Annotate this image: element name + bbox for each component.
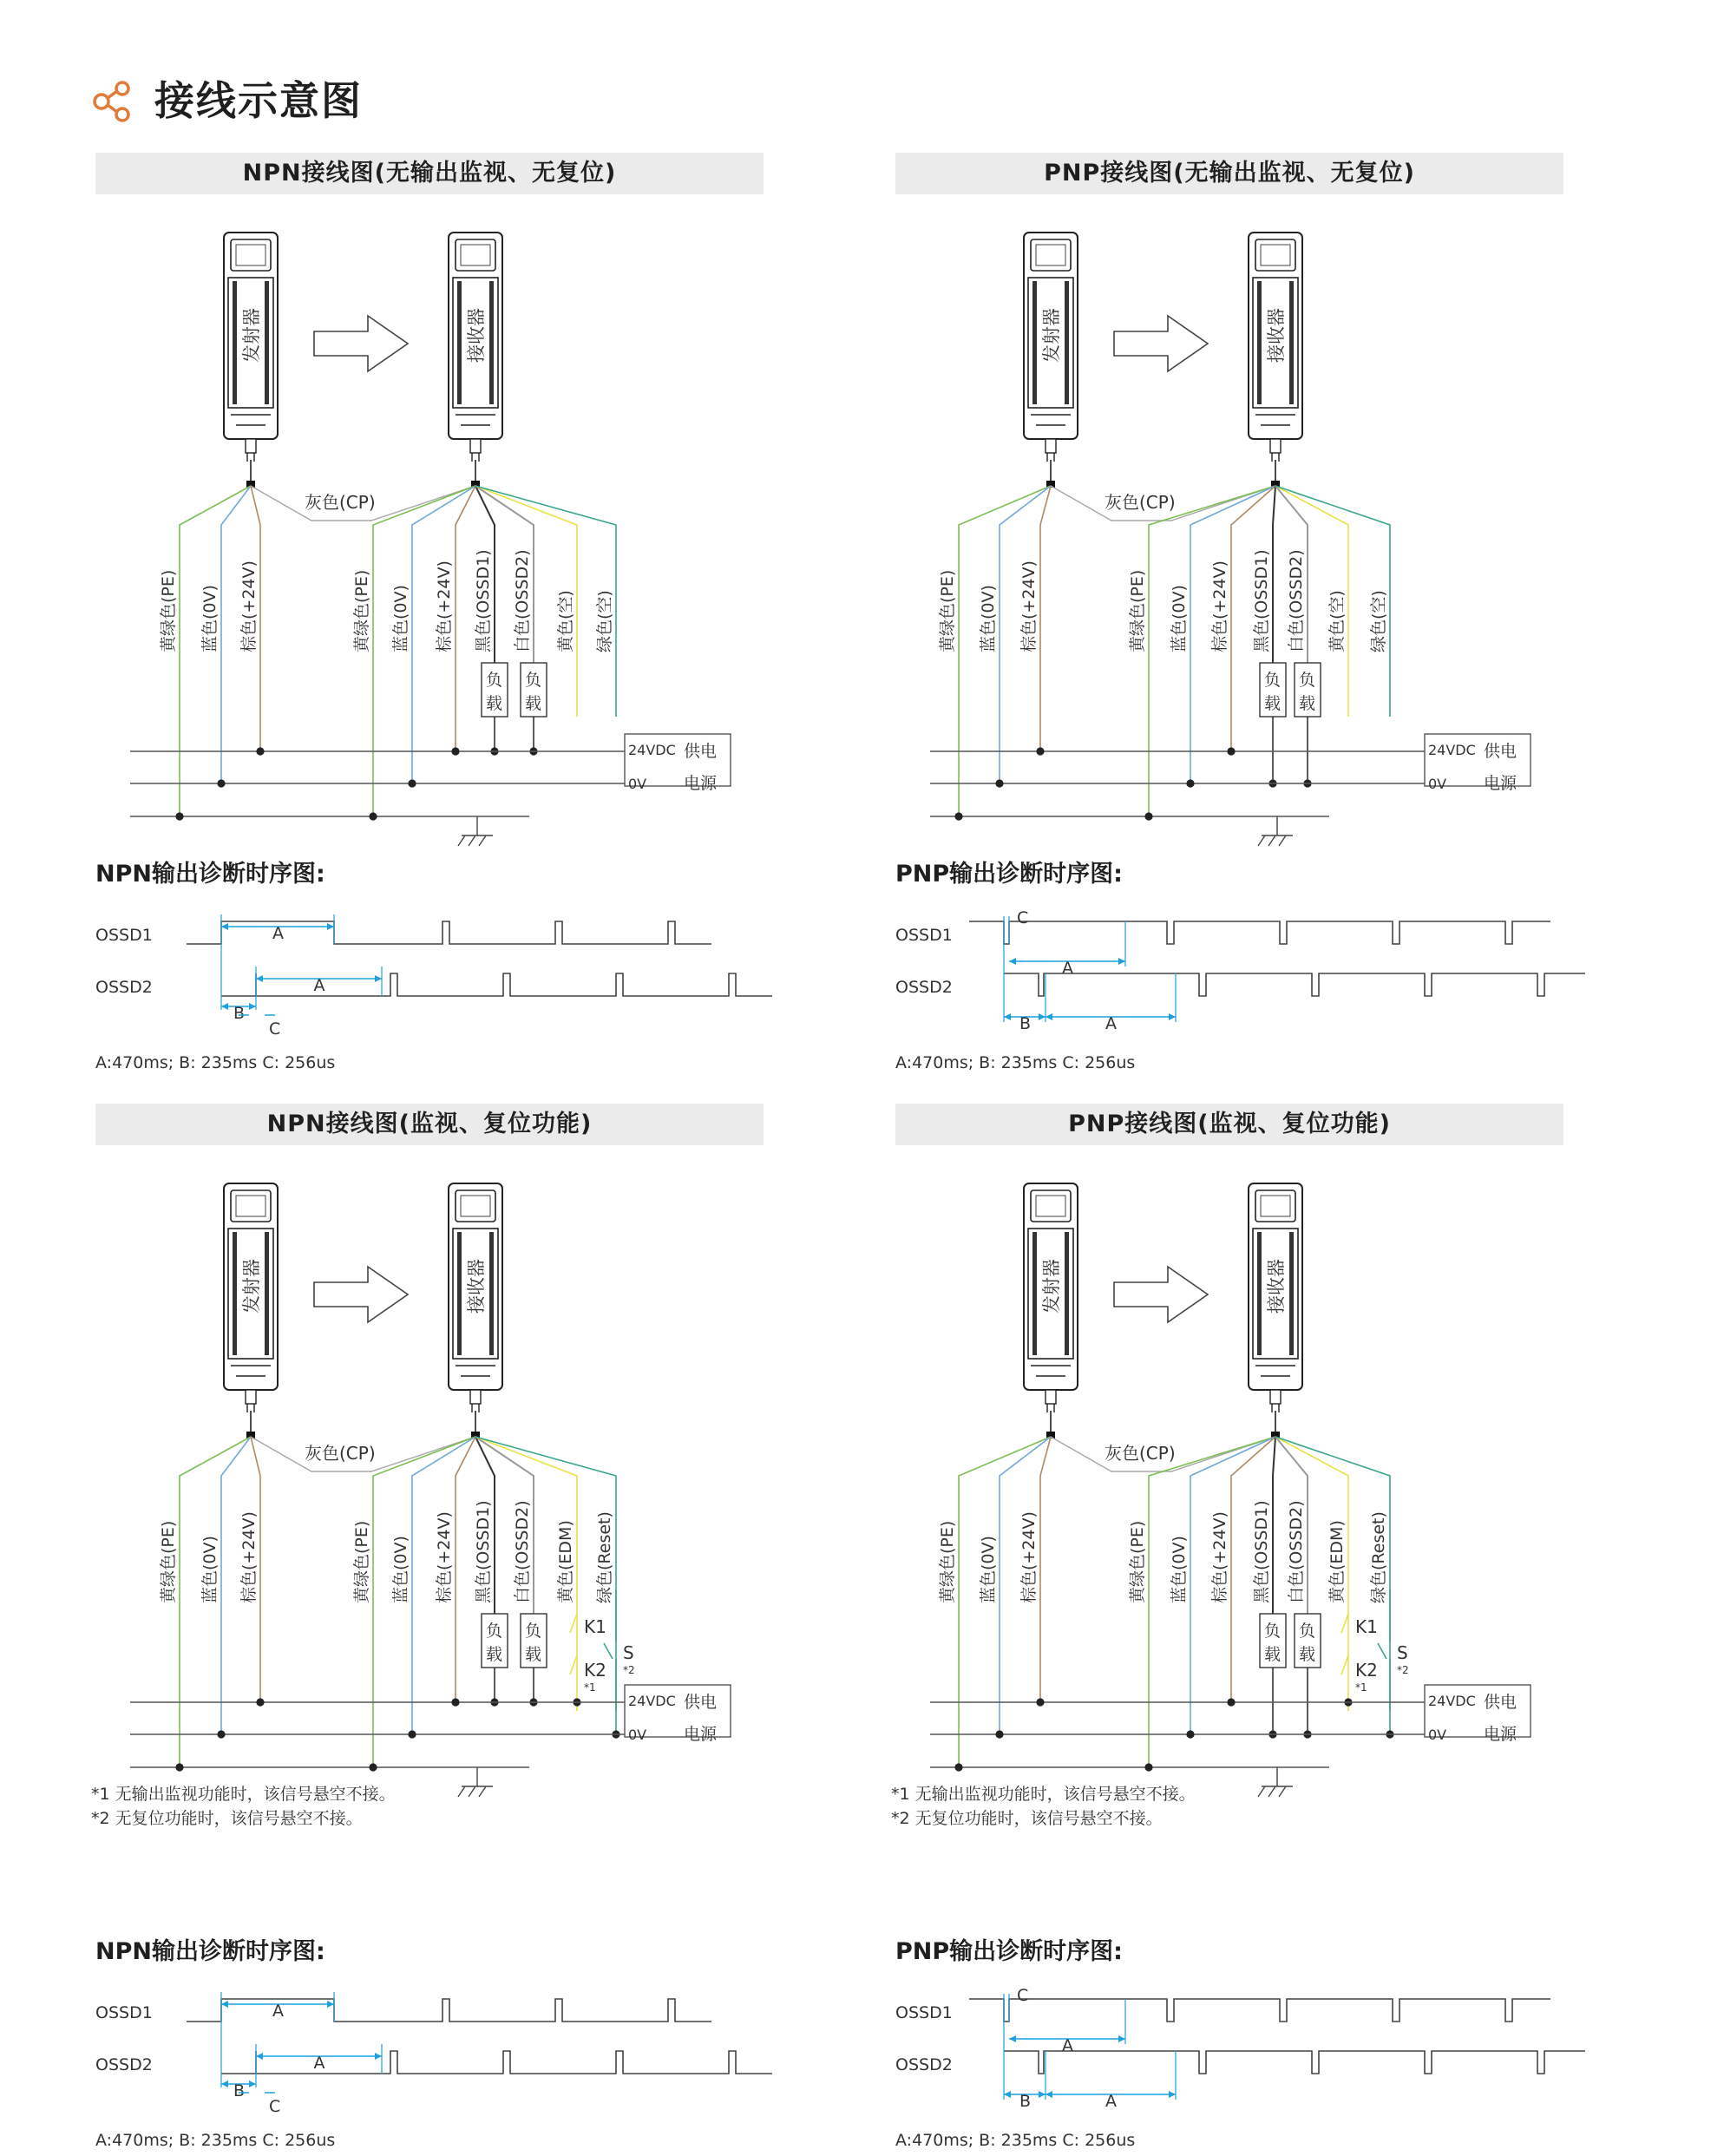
dim-a1-label: A: [1062, 959, 1073, 978]
receiver-wire: [373, 486, 475, 816]
dim-a1-label: A: [272, 924, 284, 943]
emitter-device: [224, 1183, 278, 1438]
psu-0v-label: 0V: [1428, 1727, 1447, 1743]
footnote-1: *1 无输出监视功能时，该信号悬空不接。: [891, 1785, 1196, 1804]
cp-wire-label: 灰色(CP): [305, 1443, 376, 1464]
wire-label: 蓝色(0V): [1170, 1536, 1189, 1603]
junction-dot: [954, 1763, 962, 1771]
load-label: 负: [1264, 671, 1282, 690]
device-label: 发射器: [1041, 1259, 1062, 1314]
ossd2-label: OSSD2: [895, 978, 953, 997]
wire-label: 黄色(EDM): [556, 1520, 575, 1603]
panel-header: PNP接线图(监视、复位功能): [895, 1104, 1563, 1145]
psu-0v-label: 0V: [628, 776, 647, 792]
emitter-device: [224, 233, 278, 488]
receiver-device: [449, 233, 502, 488]
psu-24v-label: 24VDC: [1428, 1693, 1476, 1709]
footnotes-pnp: [891, 1782, 1196, 1831]
timing-note: A:470ms; B: 235ms C: 256us: [95, 2131, 336, 2150]
wire-label: 黄绿色(PE): [1128, 569, 1147, 652]
junction-dot: [1186, 1730, 1194, 1738]
right-arrow-icon: [1114, 316, 1208, 371]
wire-label: 白色(OSSD2): [513, 549, 532, 652]
timing-note: A:470ms; B: 235ms C: 256us: [95, 1053, 336, 1072]
wire-label: 黑色(OSSD1): [1252, 549, 1271, 652]
timing-annotations: [1004, 908, 1176, 1033]
wire-label: 蓝色(0V): [1170, 585, 1189, 652]
wire-label: 黄绿色(PE): [159, 569, 178, 652]
panel-npn-basic: [91, 153, 924, 1124]
panel-header: NPN接线图(监视、复位功能): [95, 1104, 764, 1145]
dim-b-label: B: [233, 2081, 246, 2100]
load-box: [521, 1614, 547, 1702]
dim-a1-label: A: [1062, 2036, 1073, 2055]
junction-dot: [1144, 1763, 1152, 1771]
load-box: [1295, 1614, 1321, 1734]
emitter-device: [1024, 1183, 1078, 1438]
wire-label: 黑色(OSSD1): [474, 549, 493, 652]
cp-wire-label: 灰色(CP): [305, 492, 376, 513]
junction-dot: [408, 779, 416, 787]
junction-dot: [256, 747, 264, 755]
dim-a2-label: A: [1105, 1014, 1117, 1033]
load-label: 载: [525, 694, 542, 713]
receiver-device: [1249, 1183, 1302, 1438]
wire-label: 黄色(EDM): [1327, 1520, 1347, 1603]
footnotes-npn: [91, 1782, 396, 1831]
junction-dot: [175, 1763, 183, 1771]
wire-label: 白色(OSSD2): [1287, 549, 1306, 652]
timing-title: NPN输出诊断时序图:: [95, 1938, 325, 1965]
ossd1-label: OSSD1: [895, 2003, 953, 2022]
ossd2-waveform: [221, 973, 772, 996]
junction-dot: [451, 747, 459, 755]
dim-b-label: B: [1019, 1014, 1032, 1033]
power-supply-box: [625, 1685, 731, 1744]
right-arrow-icon: [1114, 1267, 1208, 1322]
wire-label: 棕色(+24V): [435, 560, 454, 652]
wire-label: 蓝色(0V): [391, 1536, 410, 1603]
ossd1-label: OSSD1: [95, 2003, 153, 2022]
wire-label: 黄色(空): [556, 590, 575, 652]
load-label: 载: [1299, 1645, 1316, 1664]
note2-mark: *2: [1397, 1664, 1409, 1676]
junction-dot: [175, 812, 183, 820]
wire-label: 蓝色(0V): [979, 585, 998, 652]
load-box: [521, 663, 547, 751]
ossd2-label: OSSD2: [95, 2055, 153, 2074]
device-label: 发射器: [241, 308, 262, 363]
psu-label: 电源: [1484, 1725, 1518, 1744]
junction-dot: [1227, 747, 1235, 755]
wire-label: 绿色(Reset): [1369, 1511, 1388, 1603]
psu-label: 电源: [684, 774, 718, 793]
psu-label: 电源: [1484, 774, 1518, 793]
timing-annotations: [221, 914, 382, 1039]
wire-label: 黄绿色(PE): [352, 569, 371, 652]
emitter-wire: [1040, 486, 1051, 751]
wire-label: 棕色(+24V): [239, 560, 259, 652]
wire-label: 蓝色(0V): [979, 1536, 998, 1603]
load-label: 载: [1264, 694, 1282, 713]
panel-npn-full: [91, 1104, 924, 2150]
wire-label: 蓝色(0V): [391, 585, 410, 652]
share-icon: [91, 80, 134, 123]
device-label: 接收器: [1266, 1259, 1287, 1314]
device-label: 接收器: [1266, 308, 1287, 363]
ground-icon: [1258, 816, 1293, 846]
dim-b-label: B: [1019, 2092, 1032, 2111]
wire-label: 绿色(空): [595, 590, 614, 652]
note1-mark: *1: [584, 1681, 596, 1694]
load-label: 载: [1264, 1645, 1282, 1664]
psu-0v-label: 0V: [1428, 776, 1447, 792]
footnote-2: *2 无复位功能时，该信号悬空不接。: [891, 1809, 1163, 1828]
timing-note: A:470ms; B: 235ms C: 256us: [895, 1053, 1136, 1072]
ossd1-waveform: [969, 921, 1550, 944]
load-label: 负: [1299, 671, 1316, 690]
wire-label: 绿色(Reset): [595, 1511, 614, 1603]
wire-label: 蓝色(0V): [200, 1536, 220, 1603]
panel-diagram: [891, 1104, 1724, 2150]
receiver-device: [1249, 233, 1302, 488]
timing-diagram: [895, 1937, 1585, 2150]
junction-dot: [256, 1698, 264, 1706]
emitter-device: [1024, 233, 1078, 488]
receiver-device: [449, 1183, 502, 1438]
psu-24v-label: 24VDC: [628, 742, 676, 758]
psu-label: 供电: [684, 1693, 718, 1712]
power-supply-box: [625, 734, 731, 793]
timing-title: NPN输出诊断时序图:: [95, 861, 325, 888]
device-label: 接收器: [466, 308, 487, 363]
junction-dot: [1036, 747, 1044, 755]
junction-dot: [1186, 779, 1194, 787]
timing-note: A:470ms; B: 235ms C: 256us: [895, 2131, 1136, 2150]
wire-label: 黄绿色(PE): [352, 1520, 371, 1603]
load-label: 负: [1299, 1622, 1316, 1641]
wire-label: 绿色(空): [1369, 590, 1388, 652]
power-supply-box: [1425, 1685, 1531, 1744]
dim-c-label: C: [269, 2097, 281, 2116]
page-title-row: [91, 73, 612, 128]
ossd1-waveform: [969, 1999, 1550, 2022]
wire-label: 棕色(+24V): [1210, 560, 1229, 652]
ossd2-label: OSSD2: [95, 978, 153, 997]
dim-c-label: C: [1017, 1986, 1029, 2005]
k2-label: K2: [584, 1660, 606, 1681]
wire-label: 白色(OSSD2): [513, 1500, 532, 1603]
s-label: S: [1397, 1642, 1408, 1663]
ground-icon: [458, 1767, 493, 1797]
device-label: 接收器: [466, 1259, 487, 1314]
junction-dot: [217, 1730, 225, 1738]
timing-diagram: [95, 860, 772, 1072]
wire-label: 棕色(+24V): [239, 1511, 259, 1603]
ossd1-label: OSSD1: [95, 926, 153, 945]
wire-label: 棕色(+24V): [435, 1511, 454, 1603]
panel-pnp-basic: [891, 153, 1724, 1124]
load-label: 负: [486, 671, 503, 690]
junction-dot: [451, 1698, 459, 1706]
psu-label: 电源: [684, 1725, 718, 1744]
panel-diagram: [891, 153, 1724, 1124]
load-label: 载: [486, 694, 503, 713]
junction-dot: [995, 779, 1003, 787]
timing-diagram: [95, 1937, 772, 2150]
panel-header: NPN接线图(无输出监视、无复位): [95, 153, 764, 194]
cp-wire-label: 灰色(CP): [1105, 1443, 1176, 1464]
right-arrow-icon: [314, 316, 408, 371]
junction-dot: [1036, 1698, 1044, 1706]
s-label: S: [623, 1642, 634, 1663]
wire-label: 棕色(+24V): [1210, 1511, 1229, 1603]
wire-label: 黄绿色(PE): [938, 1520, 957, 1603]
load-label: 负: [1264, 1622, 1282, 1641]
dim-b-label: B: [233, 1004, 246, 1023]
ossd2-waveform: [1004, 973, 1585, 996]
psu-label: 供电: [1484, 742, 1518, 761]
power-buses: [130, 1702, 625, 1767]
junction-dot: [1227, 1698, 1235, 1706]
panel-pnp-full: [891, 1104, 1724, 2150]
load-label: 载: [1299, 694, 1316, 713]
ossd1-waveform: [187, 1999, 711, 2022]
device-label: 发射器: [1041, 308, 1062, 363]
receiver-wire: [373, 1437, 475, 1767]
timing-title: PNP输出诊断时序图:: [895, 861, 1123, 888]
psu-24v-label: 24VDC: [1428, 742, 1476, 758]
psu-0v-label: 0V: [628, 1727, 647, 1743]
power-buses: [930, 751, 1425, 816]
dim-c-label: C: [1017, 908, 1029, 927]
ground-icon: [1258, 1767, 1293, 1797]
timing-diagram: [895, 860, 1585, 1072]
timing-title: PNP输出诊断时序图:: [895, 1938, 1123, 1965]
ossd2-waveform: [1004, 2051, 1585, 2074]
k1-label: K1: [584, 1616, 606, 1637]
dim-a2-label: A: [313, 2054, 325, 2073]
timing-annotations: [1004, 1986, 1176, 2111]
junction-dot: [1144, 812, 1152, 820]
wire-label: 黑色(OSSD1): [474, 1500, 493, 1603]
wire-label: 棕色(+24V): [1019, 560, 1039, 652]
panel-header: PNP接线图(无输出监视、无复位): [895, 153, 1563, 194]
cp-wire-label: 灰色(CP): [1105, 492, 1176, 513]
device-label: 发射器: [241, 1259, 262, 1314]
junction-dot: [995, 1730, 1003, 1738]
dim-a2-label: A: [313, 976, 325, 995]
dim-a2-label: A: [1105, 2092, 1117, 2111]
psu-24v-label: 24VDC: [628, 1693, 676, 1709]
wire-label: 黄绿色(PE): [1128, 1520, 1147, 1603]
edm-reset-circuit: [1341, 1589, 1409, 1734]
load-box: [1295, 663, 1321, 783]
power-supply-box: [1425, 734, 1531, 793]
emitter-wire: [1040, 1437, 1051, 1702]
ground-icon: [458, 816, 493, 846]
junction-dot: [217, 779, 225, 787]
panel-diagram: [91, 153, 924, 1124]
dim-c-label: C: [269, 1019, 281, 1039]
right-arrow-icon: [314, 1267, 408, 1322]
wire-label: 棕色(+24V): [1019, 1511, 1039, 1603]
ossd2-waveform: [221, 2051, 772, 2074]
junction-dot: [369, 1763, 377, 1771]
wire-label: 黄绿色(PE): [938, 569, 957, 652]
ossd2-label: OSSD2: [895, 2055, 953, 2074]
receiver-wire: [456, 1437, 475, 1702]
note2-mark: *2: [623, 1664, 635, 1676]
load-label: 负: [525, 671, 542, 690]
load-label: 载: [525, 1645, 542, 1664]
k1-label: K1: [1355, 1616, 1378, 1637]
ossd1-waveform: [187, 921, 711, 944]
footnote-1: *1 无输出监视功能时，该信号悬空不接。: [91, 1785, 396, 1804]
junction-dot: [369, 812, 377, 820]
note1-mark: *1: [1355, 1681, 1367, 1694]
load-box: [1260, 663, 1286, 783]
dim-a1-label: A: [272, 2002, 284, 2021]
psu-label: 供电: [1484, 1693, 1518, 1712]
wire-label: 白色(OSSD2): [1287, 1500, 1306, 1603]
load-label: 负: [486, 1622, 503, 1641]
power-buses: [930, 1702, 1425, 1767]
k2-label: K2: [1355, 1660, 1378, 1681]
load-label: 载: [486, 1645, 503, 1664]
wire-label: 黄绿色(PE): [159, 1520, 178, 1603]
load-box: [482, 1614, 508, 1702]
junction-dot: [954, 812, 962, 820]
load-box: [482, 663, 508, 751]
load-label: 负: [525, 1622, 542, 1641]
timing-annotations: [221, 1992, 382, 2116]
wire-label: 黑色(OSSD1): [1252, 1500, 1271, 1603]
receiver-wire: [456, 486, 475, 751]
load-box: [1260, 1614, 1286, 1734]
wire-label: 黄色(空): [1327, 590, 1347, 652]
wire-label: 蓝色(0V): [200, 585, 220, 652]
panel-diagram: [91, 1104, 924, 2150]
page-title: 接线示意图: [154, 77, 363, 124]
junction-dot: [408, 1730, 416, 1738]
power-buses: [130, 751, 625, 816]
footnote-2: *2 无复位功能时，该信号悬空不接。: [91, 1809, 363, 1828]
ossd1-label: OSSD1: [895, 926, 953, 945]
psu-label: 供电: [684, 742, 718, 761]
